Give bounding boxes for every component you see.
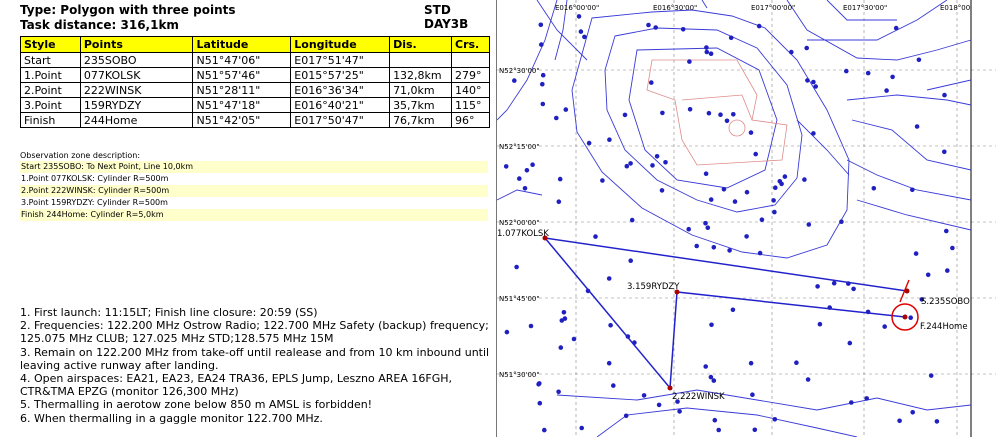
turnpoint-dot [917, 58, 922, 63]
turnpoint-dot [681, 27, 686, 32]
turnpoint-dot [772, 210, 777, 215]
table-row [21, 83, 490, 98]
table-row [21, 98, 490, 113]
turnpoint-dot [558, 177, 563, 182]
turnpoint-dot [529, 324, 534, 329]
turnpoint-dot [866, 71, 871, 76]
observation-line: 2.Point 222WINSK: Cylinder R=500m [20, 185, 488, 197]
note-item: 6. When thermalling in a gaggle monitor 122.700 MHz. [20, 411, 323, 425]
task-course [545, 238, 907, 388]
task-sheet [0, 0, 496, 437]
turnpoint-dot [703, 221, 708, 226]
turnpoint-dot [712, 245, 717, 250]
note-item: 4. Open airspaces: EA21, EA23, EA24 TRA36, EPLS Jump, Leszno AREA 16FGH, CTR&TMA EPZG (monitor 126,300 MHz) [20, 372, 452, 399]
turnpoint-dot [727, 248, 732, 253]
table-row [21, 113, 490, 128]
cell-point: 235SOBO [80, 53, 193, 68]
turnpoint-dot [572, 337, 577, 342]
observation-line: Finish 244Home: Cylinder R=5,0km [20, 209, 488, 221]
turnpoint-dot [687, 59, 692, 64]
cell-style: 2.Point [21, 83, 81, 98]
turnpoint-dot [839, 219, 844, 224]
turnpoint-dot [794, 360, 799, 365]
lat-tick: N52°30'00" [499, 67, 540, 75]
col-header-points: Points [80, 37, 193, 53]
turnpoint-dot [623, 113, 628, 118]
cell-latitude: N51°47'18" [193, 98, 291, 113]
cell-latitude: N51°47'06" [193, 53, 291, 68]
turnpoint-dot [848, 341, 853, 346]
turnpoint-dot [884, 88, 889, 93]
turnpoint-dot [942, 93, 947, 98]
turnpoint-dot [716, 428, 721, 433]
turnpoint-dot [811, 80, 816, 85]
note-item: 1. First launch: 11:15LT; Finish line closure: 20:59 (SS) [20, 306, 318, 319]
col-header-course: Crs. [452, 37, 490, 53]
turnpoint-dot [517, 176, 522, 181]
task-type-label: Type: Polygon with three points [20, 3, 236, 17]
turnpoint-dot [729, 36, 734, 41]
turnpoint-dot [882, 324, 887, 329]
turnpoint-dot [753, 152, 758, 157]
turnpoint-dot [706, 225, 711, 230]
turnpoint-dot [749, 130, 754, 135]
cell-latitude: N51°28'11" [193, 83, 291, 98]
cell-longitude: E017°51'47" [291, 53, 390, 68]
turnpoint-dot [789, 50, 794, 55]
task-day-label: STD DAY3B [424, 3, 469, 31]
cell-distance: 35,7km [390, 98, 452, 113]
turnpoint-dot [559, 345, 564, 350]
turnpoint-dot [525, 168, 530, 173]
turnpoint-dot [709, 197, 714, 202]
turnpoint-dot [539, 42, 544, 47]
turnpoint-dot [778, 179, 783, 184]
map-canvas[interactable] [497, 0, 996, 437]
finish-zone [892, 280, 918, 330]
turnpoint-dot [686, 227, 691, 232]
turnpoint-dot [945, 268, 950, 273]
turnpoint-dot [807, 222, 812, 227]
turnpoint-dot [926, 273, 931, 278]
turnpoint-dot [563, 316, 568, 321]
task-table [20, 36, 490, 128]
lat-tick: N52°15'00" [499, 143, 540, 151]
turnpoint-dot [815, 284, 820, 289]
turnpoint-dot [582, 35, 587, 40]
note-item: 2. Frequencies: 122.200 MHz Ostrow Radio; 122.700 MHz Safety (backup) frequency; 125.075 MHz CLUB; 127.025 MHz STD;128.575 MHz 15M [20, 319, 489, 346]
turnpoint-dot [611, 383, 616, 388]
turnpoint-dot [851, 287, 856, 292]
turnpoint-dot [935, 419, 940, 424]
turnpoint-dot [540, 82, 545, 87]
cell-style: 1.Point [21, 68, 81, 83]
turnpoint-dot [749, 361, 754, 366]
cell-course [452, 53, 490, 68]
turnpoint-dot [753, 428, 758, 433]
label-rydzy: 3.159RYDZY [627, 282, 680, 292]
turnpoint-dot [657, 403, 662, 408]
turnpoint-dot [688, 107, 693, 112]
cell-course: 96° [452, 113, 490, 128]
turnpoint-dot [915, 124, 920, 129]
turnpoint-dot [804, 46, 809, 51]
turnpoint-dot [771, 198, 776, 203]
turnpoint-dot [709, 375, 714, 380]
turnpoint-dot [864, 396, 869, 401]
turnpoint-dot [538, 401, 543, 406]
col-header-latitude: Latitude [193, 37, 291, 53]
turnpoint-dot [628, 258, 633, 263]
turnpoint-dot [556, 390, 561, 395]
note-item: 3. Remain on 122.200 MHz from take-off until realease and from 10 km inbound until leaving active runway after landing. [20, 345, 490, 372]
turnpoint-dot [707, 111, 712, 116]
turnpoint-dot [663, 160, 668, 165]
turnpoint-dot [630, 218, 635, 223]
cell-course: 140° [452, 83, 490, 98]
lon-tick: E016°30'00" [653, 4, 698, 12]
turnpoint-dot [562, 310, 567, 315]
restricted-area [647, 60, 787, 165]
turnpoint-dot [849, 400, 854, 405]
turnpoint-dot [600, 178, 605, 183]
turnpoint-dot [587, 141, 592, 146]
turnpoint-dot [805, 78, 810, 83]
cell-latitude: N51°42'05" [193, 113, 291, 128]
turnpoint-dot [628, 161, 633, 166]
turnpoint-dot [705, 50, 710, 55]
turnpoint-dot [541, 73, 546, 78]
turnpoint-dot [608, 323, 613, 328]
turnpoint-dot [944, 229, 949, 234]
turnpoint-dot [757, 24, 762, 29]
observation-title: Observation zone description: [20, 151, 141, 160]
turnpoint-dot [624, 414, 629, 419]
cell-longitude: E016°40'21" [291, 98, 390, 113]
cell-style: 3.Point [21, 98, 81, 113]
cell-point: 222WINSK [80, 83, 193, 98]
col-header-style: Style [21, 37, 81, 53]
turnpoint-dot [593, 234, 598, 239]
turnpoint-dot [806, 377, 811, 382]
turnpoint-dot [523, 186, 528, 191]
cell-distance [390, 53, 452, 68]
turnpoint-dot [660, 188, 665, 193]
turnpoint-dot [607, 361, 612, 366]
turnpoint-dot [694, 244, 699, 249]
note-item: 5. Thermalling in aerotow zone below 850 m AMSL is forbidden! [20, 398, 373, 412]
turnpoint-dot [536, 382, 541, 387]
turnpoint-dot [579, 426, 584, 431]
turnpoint-dot [703, 364, 708, 369]
airspace-boundaries [497, 0, 971, 437]
cell-course: 115° [452, 98, 490, 113]
turnpoint-dot [653, 25, 658, 30]
turnpoint-dot [929, 373, 934, 378]
observation-line: Start 235SOBO: To Next Point, Line 10,0km [20, 161, 488, 173]
cell-distance: 132,8km [390, 68, 452, 83]
turnpoint-dot [554, 116, 559, 121]
turnpoint-dot [744, 234, 749, 239]
turnpoint-dot [650, 163, 655, 168]
lon-tick: E017°00'00" [751, 4, 796, 12]
turnpoint-dot [773, 417, 778, 422]
turnpoint-dot [832, 281, 837, 286]
turnpoint-dot [818, 322, 823, 327]
turnpoint-dot [512, 78, 517, 83]
turnpoint-dot [725, 119, 730, 124]
cell-longitude: E015°57'25" [291, 68, 390, 83]
col-header-longitude: Longitude [291, 37, 390, 53]
turnpoint-dot [783, 174, 788, 179]
col-header-distance: Dis. [390, 37, 452, 53]
turnpoint-dot [607, 137, 612, 142]
turnpoint-dot [704, 45, 709, 50]
turnpoint-dot [760, 217, 765, 222]
lat-tick: N52°00'00" [499, 219, 540, 227]
lon-tick: E018°00' [940, 4, 973, 12]
turnpoint-dot [557, 199, 562, 204]
turnpoint-dot [709, 323, 714, 328]
cell-point: 159RYDZY [80, 98, 193, 113]
task-distance-label: Task distance: 316,1km [20, 18, 179, 32]
label-home: F.244Home [920, 322, 968, 332]
label-sobo: S.235SOBO [921, 297, 970, 307]
cell-distance: 76,7km [390, 113, 452, 128]
turnpoint-markers [504, 14, 955, 432]
turnpoint-dot [722, 187, 727, 192]
turnpoint-dot [750, 392, 755, 397]
turnpoint-dot [607, 276, 612, 281]
turnpoint-dot [564, 107, 569, 112]
cell-point: 077KOLSK [80, 68, 193, 83]
lon-tick: E017°30'00" [843, 4, 888, 12]
cell-longitude: E017°50'47" [291, 113, 390, 128]
cell-distance: 71,0km [390, 83, 452, 98]
turnpoint-dot [802, 177, 807, 182]
turnpoint-dot [539, 23, 544, 28]
turnpoint-dot [504, 164, 509, 169]
observation-zones [20, 150, 488, 221]
turnpoint-dot [579, 29, 584, 34]
table-row [21, 53, 490, 68]
turnpoint-dot [758, 251, 763, 256]
turnpoint-dot [677, 409, 682, 414]
task-notes [20, 306, 490, 425]
label-kolsk: 1.077KOLSK [497, 229, 549, 239]
cell-latitude: N51°57'46" [193, 68, 291, 83]
turnpoint-dot [646, 23, 651, 28]
turnpoint-dot [942, 150, 947, 155]
task-points [543, 236, 910, 391]
turnpoint-dot [541, 102, 546, 107]
turnpoint-dot [731, 112, 736, 117]
turnpoint-dot [844, 69, 849, 74]
cell-longitude: E016°36'34" [291, 83, 390, 98]
task-table-header [21, 37, 490, 53]
turnpoint-dot [813, 84, 818, 89]
observation-line: 1.Point 077KOLSK: Cylinder R=500m [21, 174, 169, 183]
cell-style: Start [21, 53, 81, 68]
turnpoint-dot [910, 188, 915, 193]
turnpoint-dot [505, 330, 510, 335]
turnpoint-dot [660, 111, 665, 116]
turnpoint-dot [811, 131, 816, 136]
turnpoint-dot [704, 171, 709, 176]
turnpoint-dot [950, 246, 955, 251]
turnpoint-dot [910, 410, 915, 415]
turnpoint-dot [718, 112, 723, 117]
turnpoint-dot [642, 393, 647, 398]
turnpoint-dot [908, 315, 913, 320]
turnpoint-dot [872, 186, 877, 191]
cell-course: 279° [452, 68, 490, 83]
task-map[interactable] [496, 0, 996, 437]
cell-point: 244Home [80, 113, 193, 128]
turnpoint-dot [890, 75, 895, 80]
turnpoint-dot [542, 428, 547, 433]
lon-tick: E016°00'00" [555, 4, 600, 12]
turnpoint-dot [625, 164, 630, 169]
turnpoint-dot [514, 265, 519, 270]
turnpoint-dot [649, 80, 654, 85]
label-winsk: 2.222WINSK [672, 392, 725, 402]
turnpoint-dot [745, 190, 750, 195]
turnpoint-dot [733, 199, 738, 204]
table-row [21, 68, 490, 83]
turnpoint-dot [713, 418, 718, 423]
turnpoint-dot [773, 185, 778, 190]
lat-tick: N51°45'00" [499, 295, 540, 303]
turnpoint-dot [731, 308, 736, 313]
lat-tick: N51°30'00" [499, 371, 540, 379]
turnpoint-dot [577, 14, 582, 19]
turnpoint-dot [530, 162, 535, 167]
turnpoint-dot [709, 51, 714, 56]
turnpoint-dot [894, 26, 899, 31]
turnpoint-dot [655, 154, 660, 159]
cell-style: Finish [21, 113, 81, 128]
observation-line: 3.Point 159RYDZY: Cylinder R=500m [21, 198, 168, 207]
turnpoint-dot [914, 251, 919, 256]
turnpoint-dot [897, 419, 902, 424]
